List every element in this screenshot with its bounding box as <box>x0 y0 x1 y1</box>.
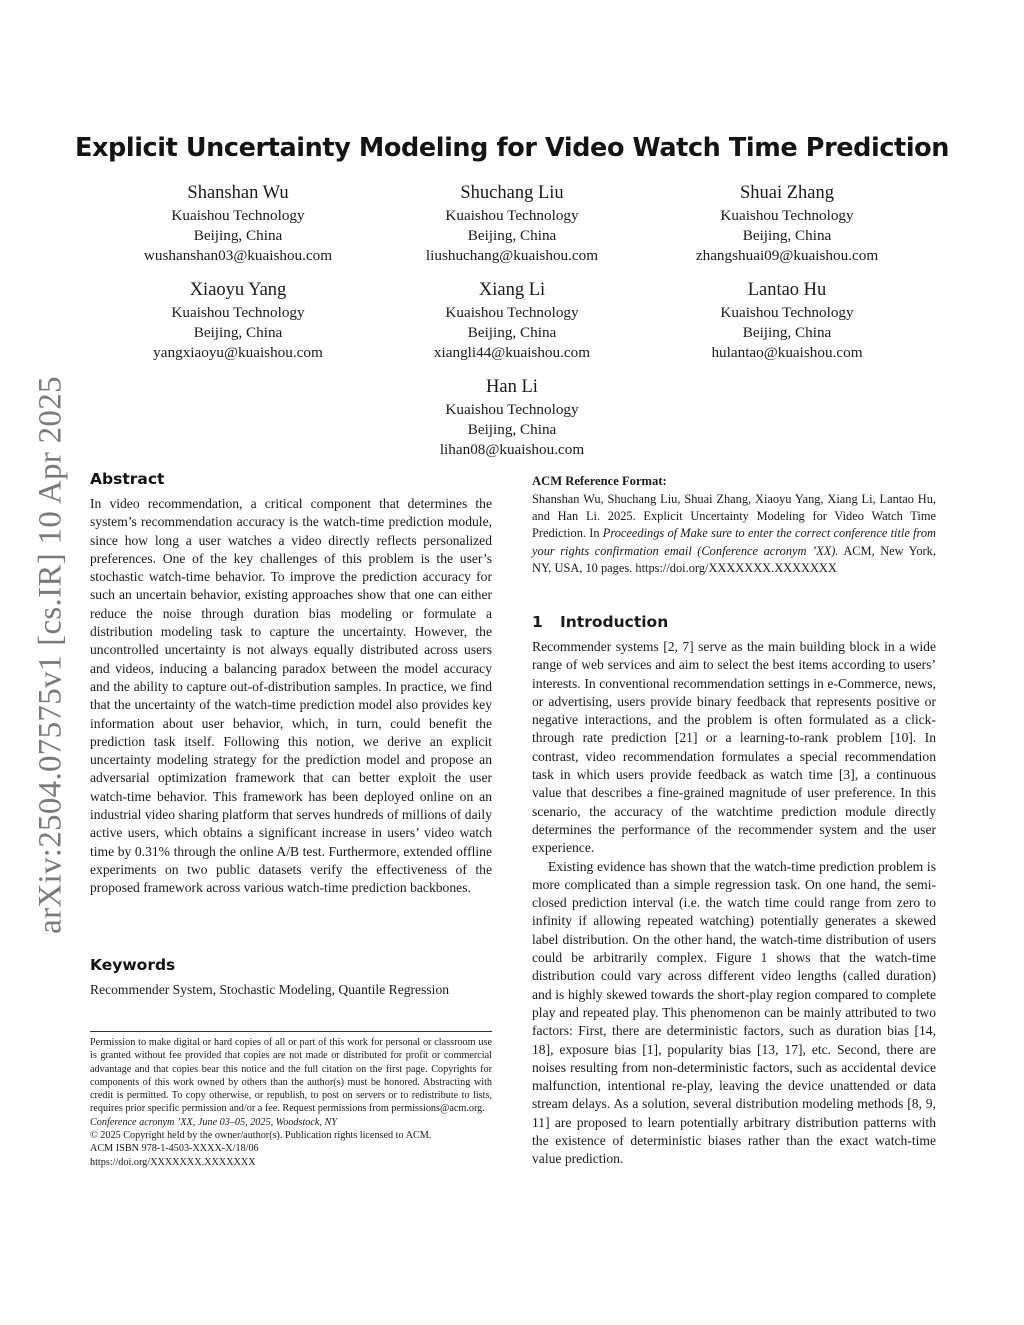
author-name: Shuchang Liu <box>460 183 564 203</box>
copyright-line: © 2025 Copyright held by the owner/author(s). Publication rights licensed to ACM. <box>90 1130 432 1142</box>
arxiv-stamp: arXiv:2504.07575v1 [cs.IR] 10 Apr 2025 <box>32 376 69 934</box>
keywords-body: Recommender System, Stochastic Modeling, Quantile Regression <box>90 982 450 997</box>
author-location: Beijing, China <box>467 324 557 341</box>
section-title: Introduction <box>560 613 669 631</box>
author-affiliation: Kuaishou Technology <box>720 207 854 224</box>
author-affiliation: Kuaishou Technology <box>720 304 854 321</box>
author-block <box>362 181 662 266</box>
author-affiliation: Kuaishou Technology <box>445 304 579 321</box>
keywords-heading: Keywords <box>90 956 176 974</box>
author-block <box>88 278 388 363</box>
author-block <box>637 278 937 363</box>
author-affiliation: Kuaishou Technology <box>445 401 579 418</box>
intro-paragraph: Recommender systems [2, 7] serve as the main building block in a wide range of web services and aim to select the best items according to users’ interests. In conventional recommendation settings in e-Commerce, news, or advertising, users provide binary feedback that represents positive or negative interactions, and the problem is often formulated as a click-through rate prediction [21] or a learning-to-rank problem [10]. In contrast, video recommendation formulates a special recommendation task in which users provide feedback as watch time [3], a continuous value that describes a fine-grained magnitude of user preference. In this scenario, the accuracy of the watchtime prediction module directly determines the performance of the recommender system and the user experience. <box>532 639 936 856</box>
author-block <box>362 278 662 363</box>
author-email: zhangshuai09@kuaishou.com <box>695 247 879 264</box>
footnote-divider <box>90 1031 492 1032</box>
author-block <box>637 181 937 266</box>
author-location: Beijing, China <box>193 324 283 341</box>
acm-reference-heading: ACM Reference Format: <box>532 474 667 488</box>
conference-line: Conference acronym ’XX, June 03–05, 2025, Woodstock, NY <box>90 1116 338 1128</box>
intro-paragraph: Existing evidence has shown that the watch-time prediction problem is more complicated than a simple regression task. On one hand, the semi-closed prediction interval (i.e. the watch time could range from zero to infinity if allowing repeated watching) potentially generates a skewed label distribution. On the other hand, the watch-time distribution of users could be arbitrarily complex. Figure 1 shows that the watch-time distribution could vary across different video lengths (called duration) and is highly skewed towards the short-play region compared to complete play and repeated play. This phenomenon can be mainly attributed to two factors: First, there are deterministic factors, such as duration bias [14, 18], exposure bias [1], popularity bias [13, 17], etc. Second, there are noises resulting from non-deterministic factors, such as accidental device malfunction, intentional re-play, leaving the device unattended or data stream delays. As a solution, several distribution modeling methods [8, 9, 11] are proposed to learn potentially arbitrary distribution patterns with the existence of deterministic biases rather than the exact watch-time value prediction. <box>532 858 936 1167</box>
author-affiliation: Kuaishou Technology <box>171 207 305 224</box>
permission-notice <box>90 1036 492 1169</box>
author-location: Beijing, China <box>193 227 283 244</box>
author-affiliation: Kuaishou Technology <box>171 304 305 321</box>
author-affiliation: Kuaishou Technology <box>445 207 579 224</box>
acm-reference-tail: ACM, New York, NY, USA, 10 pages. https://doi.org/XXXXXXX.XXXXXXX <box>532 543 936 575</box>
author-email: liushuchang@kuaishou.com <box>425 247 599 264</box>
introduction-body <box>532 638 936 1169</box>
author-block <box>362 375 662 460</box>
abstract-heading: Abstract <box>90 470 165 488</box>
permission-text: Permission to make digital or hard copies of all or part of this work for personal or classroom use is granted without fee provided that copies are not made or distributed for profit or commercial advantage and that copies bear this notice and the full citation on the first page. Copyrights for components of this work owned by others than the author(s) must be honored. Abstracting with credit is permitted. To copy otherwise, or republish, to post on servers or to redistribute to lists, requires prior specific permission and/or a fee. Request permissions from permissions@acm.org. <box>90 1037 492 1115</box>
author-location: Beijing, China <box>742 324 832 341</box>
author-name: Shanshan Wu <box>187 183 289 203</box>
acm-reference-venue: Proceedings of Make sure to enter the correct conference title from your rights confirmation email (Conference acronym ’XX). <box>532 526 936 558</box>
doi-line: https://doi.org/XXXXXXX.XXXXXXX <box>90 1156 256 1168</box>
introduction-heading <box>532 613 668 631</box>
author-email: lihan08@kuaishou.com <box>439 441 585 458</box>
abstract-body <box>90 495 492 898</box>
author-name: Han Li <box>486 377 538 397</box>
author-email: xiangli44@kuaishou.com <box>433 344 591 361</box>
author-name: Xiang Li <box>478 280 546 300</box>
author-email: yangxiaoyu@kuaishou.com <box>153 344 323 361</box>
author-name: Xiaoyu Yang <box>189 280 287 300</box>
author-email: wushanshan03@kuaishou.com <box>143 247 333 264</box>
author-email: hulantao@kuaishou.com <box>711 344 863 361</box>
section-number: 1 <box>532 613 543 631</box>
page-title: Explicit Uncertainty Modeling for Video Watch Time Prediction <box>74 133 950 163</box>
acm-reference-lead: Shanshan Wu, Shuchang Liu, Shuai Zhang, Xiaoyu Yang, Xiang Li, Lantao Hu, and Han Li. 2025. Explicit Uncertainty Modeling for Video Watch Time Prediction. In <box>532 492 936 541</box>
author-location: Beijing, China <box>742 227 832 244</box>
abstract-text: In video recommendation, a critical component that determines the system’s recommendation accuracy is the watch-time prediction module, since how long a user watches a video directly reflects personalized preferences. One of the key challenges of this problem is the user’s stochastic watch-time behavior. To improve the prediction accuracy for such an uncertain behavior, existing approaches show that one can either reduce the noise through duration bias modeling or formulate a distribution modeling task to capture the uncertainty. However, the uncontrolled uncertainty is not always equally distributed across users and videos, inducing a balancing paradox between the model accuracy and the ability to capture out-of-distribution samples. In practice, we find that the uncertainty of the watch-time prediction model also provides key information about user behavior, which, in turn, could benefit the prediction task itself. Following this notion, we derive an explicit uncertainty modeling strategy for the prediction model and propose an adversarial optimization framework that can better exploit the user watch-time behavior. This framework has been deployed online on an industrial video sharing platform that serves hundreds of millions of daily active users, which obtains a significant increase in users’ video watch time by 0.31% through the online A/B test. Furthermore, extended offline experiments on two public datasets verify the effectiveness of the proposed framework across various watch-time prediction backbones. <box>90 496 492 896</box>
author-name: Lantao Hu <box>747 280 827 300</box>
author-location: Beijing, China <box>467 227 557 244</box>
acm-reference-body <box>532 491 936 577</box>
author-block <box>88 181 388 266</box>
author-location: Beijing, China <box>467 421 557 438</box>
author-name: Shuai Zhang <box>739 183 835 203</box>
isbn-line: ACM ISBN 978-1-4503-XXXX-X/18/06 <box>90 1143 259 1155</box>
